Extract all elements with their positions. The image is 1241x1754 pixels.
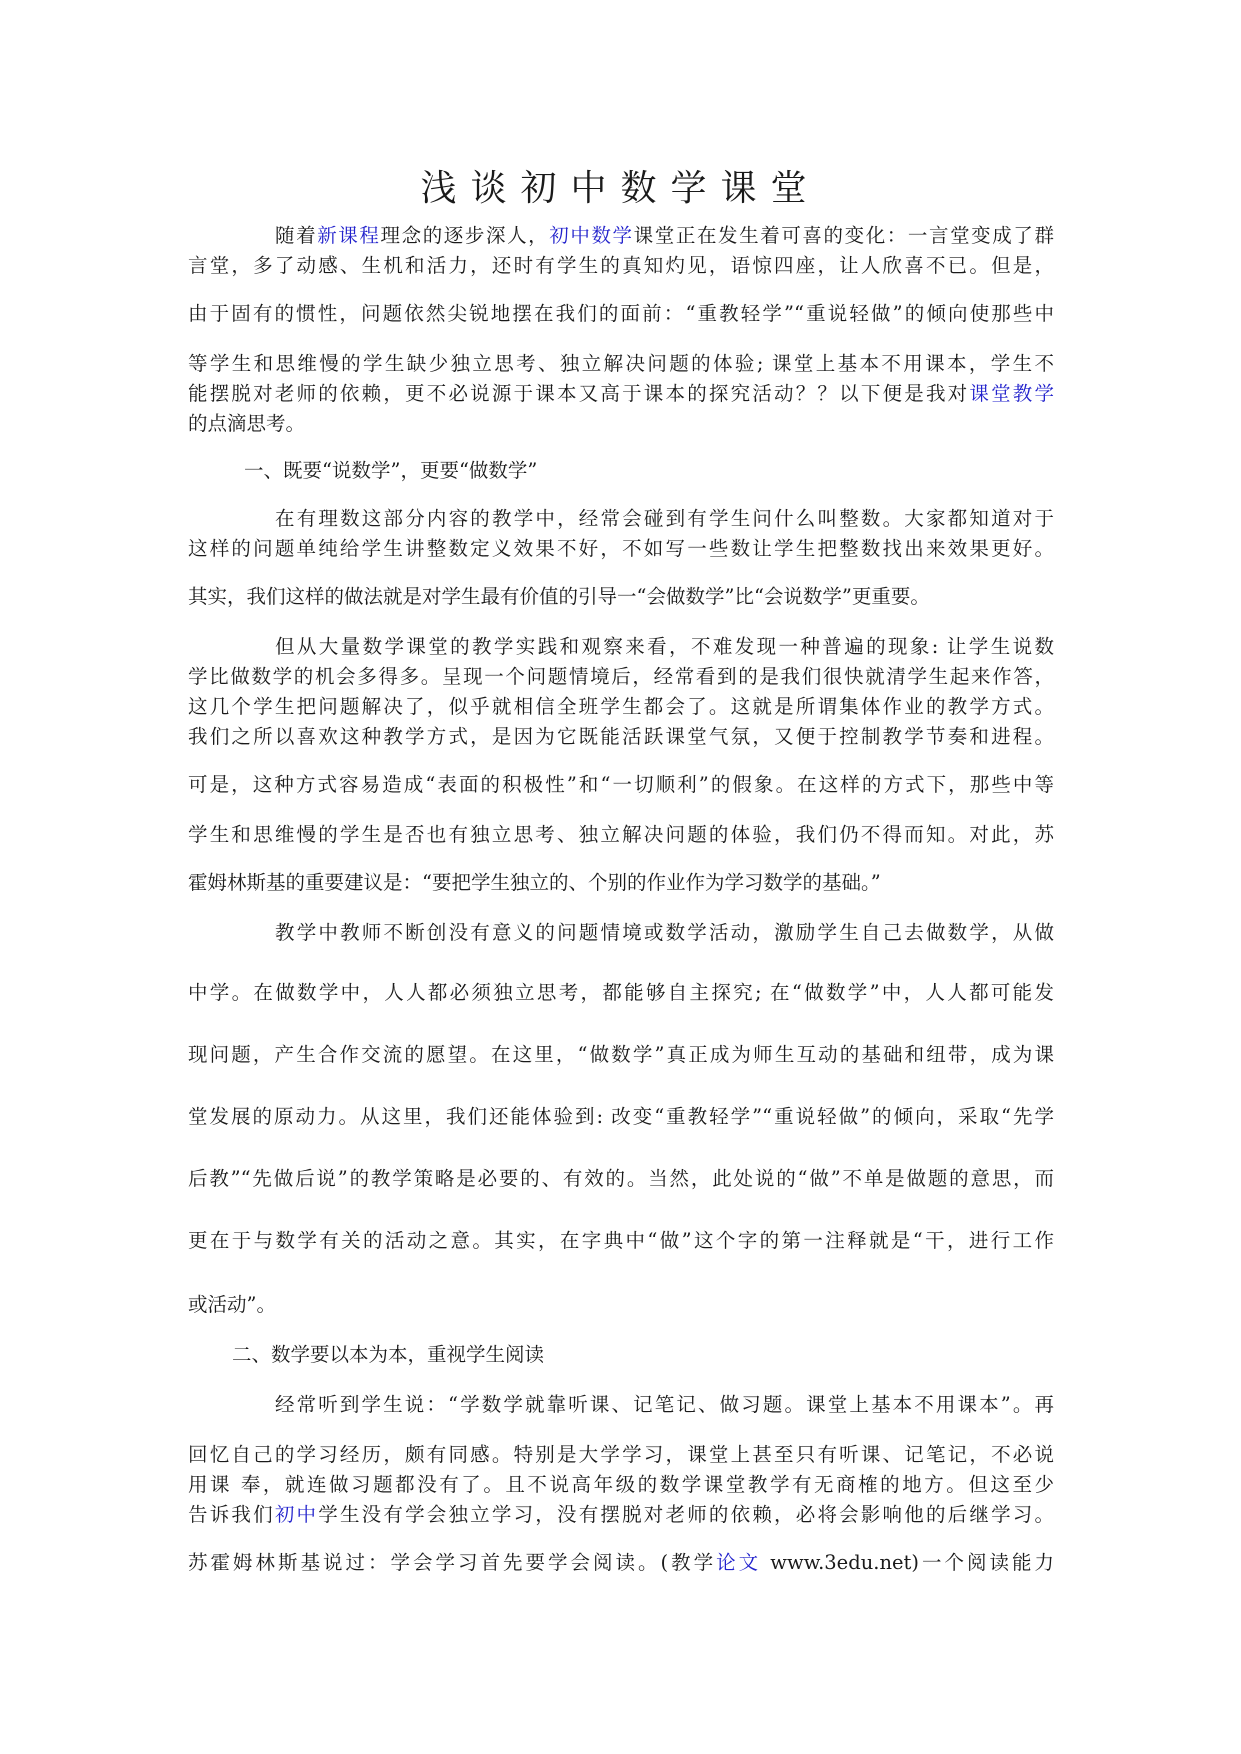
text-line <box>188 1441 1054 1469</box>
text-run: 理念的逐步深人， <box>380 224 550 247</box>
text-line <box>188 1227 1054 1255</box>
text-line <box>188 663 1054 691</box>
text-run: 这几个学生把问题解决了，似乎就相信全班学生都会了。这就是所谓集体作业的教学方式。 <box>188 695 1054 718</box>
text-line <box>188 1165 1054 1193</box>
text-line <box>188 1103 1054 1131</box>
text-run: 其实，我们这样的做法就是对学生最有价值的引导一“会做数学”比“会说数学”更重要。 <box>188 585 930 608</box>
text-line <box>244 457 1054 485</box>
text-line <box>188 1471 1054 1499</box>
text-line <box>188 583 1054 611</box>
text-run: 我们之所以喜欢这种教学方式，是因为它既能活跃课堂气氛，又便于控制教学节奏和进程。 <box>188 725 1054 748</box>
text-line <box>188 1041 1054 1069</box>
text-run: 中学。在做数学中，人人都必须独立思考，都能够自主探究; 在“做数学”中，人人都可能发 <box>188 981 1054 1004</box>
text-line <box>188 300 1054 328</box>
text-run: 由于固有的惯性，问题依然尖锐地摆在我们的面前：“重教轻学”“重说轻做”的倾向使那些中 <box>188 302 1054 325</box>
text-run: 经常听到学生说：“学数学就靠听课、记笔记、做习题。课堂上基本不用课本”。再 <box>275 1393 1054 1416</box>
text-run: 一、既要“说数学”，更要“做数学” <box>244 459 538 482</box>
text-run: 学生没有学会独立学习，没有摆脱对老师的依赖，必将会影响他的后继学习。 <box>318 1503 1054 1526</box>
text-run: 可是，这种方式容易造成“表面的积极性”和“一切顺利”的假象。在这样的方式下，那些中等 <box>188 773 1054 796</box>
text-line <box>275 919 1054 947</box>
text-line <box>188 821 1054 849</box>
text-run: 能摆脱对老师的依赖，更不必说源于课本又高于课本的探究活动？？以下便是我对 <box>188 382 970 405</box>
text-line <box>188 771 1054 799</box>
text-run: 这样的问题单纯给学生讲整数定义效果不好，不如写一些数让学生把整数找出来效果更好。 <box>188 537 1054 560</box>
text-run: 苏霍姆林斯基说过：学会学习首先要学会阅读。(教学 <box>188 1551 717 1574</box>
text-run: 回忆自己的学习经历，颇有同感。特别是大学学习，课堂上甚至只有听课、记笔记，不必说 <box>188 1443 1054 1466</box>
text-run: 在有理数这部分内容的教学中，经常会碰到有学生问什么叫整数。大家都知道对于 <box>275 507 1054 530</box>
text-run: 二、数学要以本为本，重视学生阅读 <box>232 1343 545 1366</box>
inline-link[interactable]: 新课程 <box>317 224 381 247</box>
text-run: 但从大量数学课堂的教学实践和观察来看，不难发现一种普遍的现象: 让学生说数 <box>275 635 1054 658</box>
text-run: 言堂，多了动感、生机和活力，还时有学生的真知灼见，语惊四座，让人欣喜不已。但是， <box>188 254 1054 277</box>
text-line <box>188 869 1054 897</box>
text-line <box>188 1501 1054 1529</box>
text-run: 告诉我们 <box>188 1503 275 1526</box>
text-run: 随着 <box>275 224 318 247</box>
text-run: 学生和思维慢的学生是否也有独立思考、独立解决问题的体验，我们仍不得而知。对此，苏 <box>188 823 1054 846</box>
text-line <box>188 380 1054 408</box>
text-run: 等学生和思维慢的学生缺少独立思考、独立解决问题的体验; 课堂上基本不用课本，学生不 <box>188 352 1054 375</box>
text-line <box>188 693 1054 721</box>
text-run: 学比做数学的机会多得多。呈现一个问题情境后，经常看到的是我们很快就清学生起来作答， <box>188 665 1054 688</box>
document-title: 浅谈初中数学课堂 <box>420 168 821 209</box>
text-line <box>188 1549 1054 1577</box>
text-line <box>188 535 1054 563</box>
inline-link[interactable]: 初中 <box>274 1503 319 1526</box>
text-line <box>275 633 1054 661</box>
text-run: 现问题，产生合作交流的愿望。在这里，“做数学”真正成为师生互动的基础和纽带，成为课 <box>188 1043 1054 1066</box>
inline-link[interactable]: 课堂教学 <box>969 382 1054 405</box>
text-line <box>188 979 1054 1007</box>
text-run: 课堂正在发生着可喜的变化：一言堂变成了群 <box>633 224 1054 247</box>
inline-link[interactable]: 论文 <box>716 1551 762 1574</box>
text-line <box>275 222 1054 250</box>
text-run: 更在于与数学有关的活动之意。其实，在字典中“做”这个字的第一注释就是“干，进行工作 <box>188 1229 1054 1252</box>
text-run: 用课 奉，就连做习题都没有了。且不说高年级的数学课堂教学有无商榷的地方。但这至少 <box>188 1473 1054 1496</box>
inline-link[interactable]: 初中数学 <box>549 224 634 247</box>
text-run: www.3edu.net)一个阅读能力 <box>761 1551 1054 1574</box>
text-run: 堂发展的原动力。从这里，我们还能体验到: 改变“重教轻学”“重说轻做”的倾向，采取“先学 <box>188 1105 1054 1128</box>
text-line <box>188 350 1054 378</box>
text-line <box>188 410 1054 438</box>
text-run: 或活动”。 <box>188 1293 276 1316</box>
text-run: 后教”“先做后说”的教学策略是必要的、有效的。当然，此处说的“做”不单是做题的意思，而 <box>188 1167 1054 1190</box>
text-line <box>188 723 1054 751</box>
text-run: 的点滴思考。 <box>188 412 306 435</box>
text-line <box>275 1391 1054 1419</box>
text-run: 霍姆林斯基的重要建议是：“要把学生独立的、个别的作业作为学习数学的基础。” <box>188 871 881 894</box>
text-run: 教学中教师不断创没有意义的问题情境或数学活动，激励学生自己去做数学，从做 <box>275 921 1054 944</box>
text-line <box>275 505 1054 533</box>
text-line <box>232 1341 1054 1369</box>
text-line <box>188 252 1054 280</box>
text-line <box>188 1291 1054 1319</box>
